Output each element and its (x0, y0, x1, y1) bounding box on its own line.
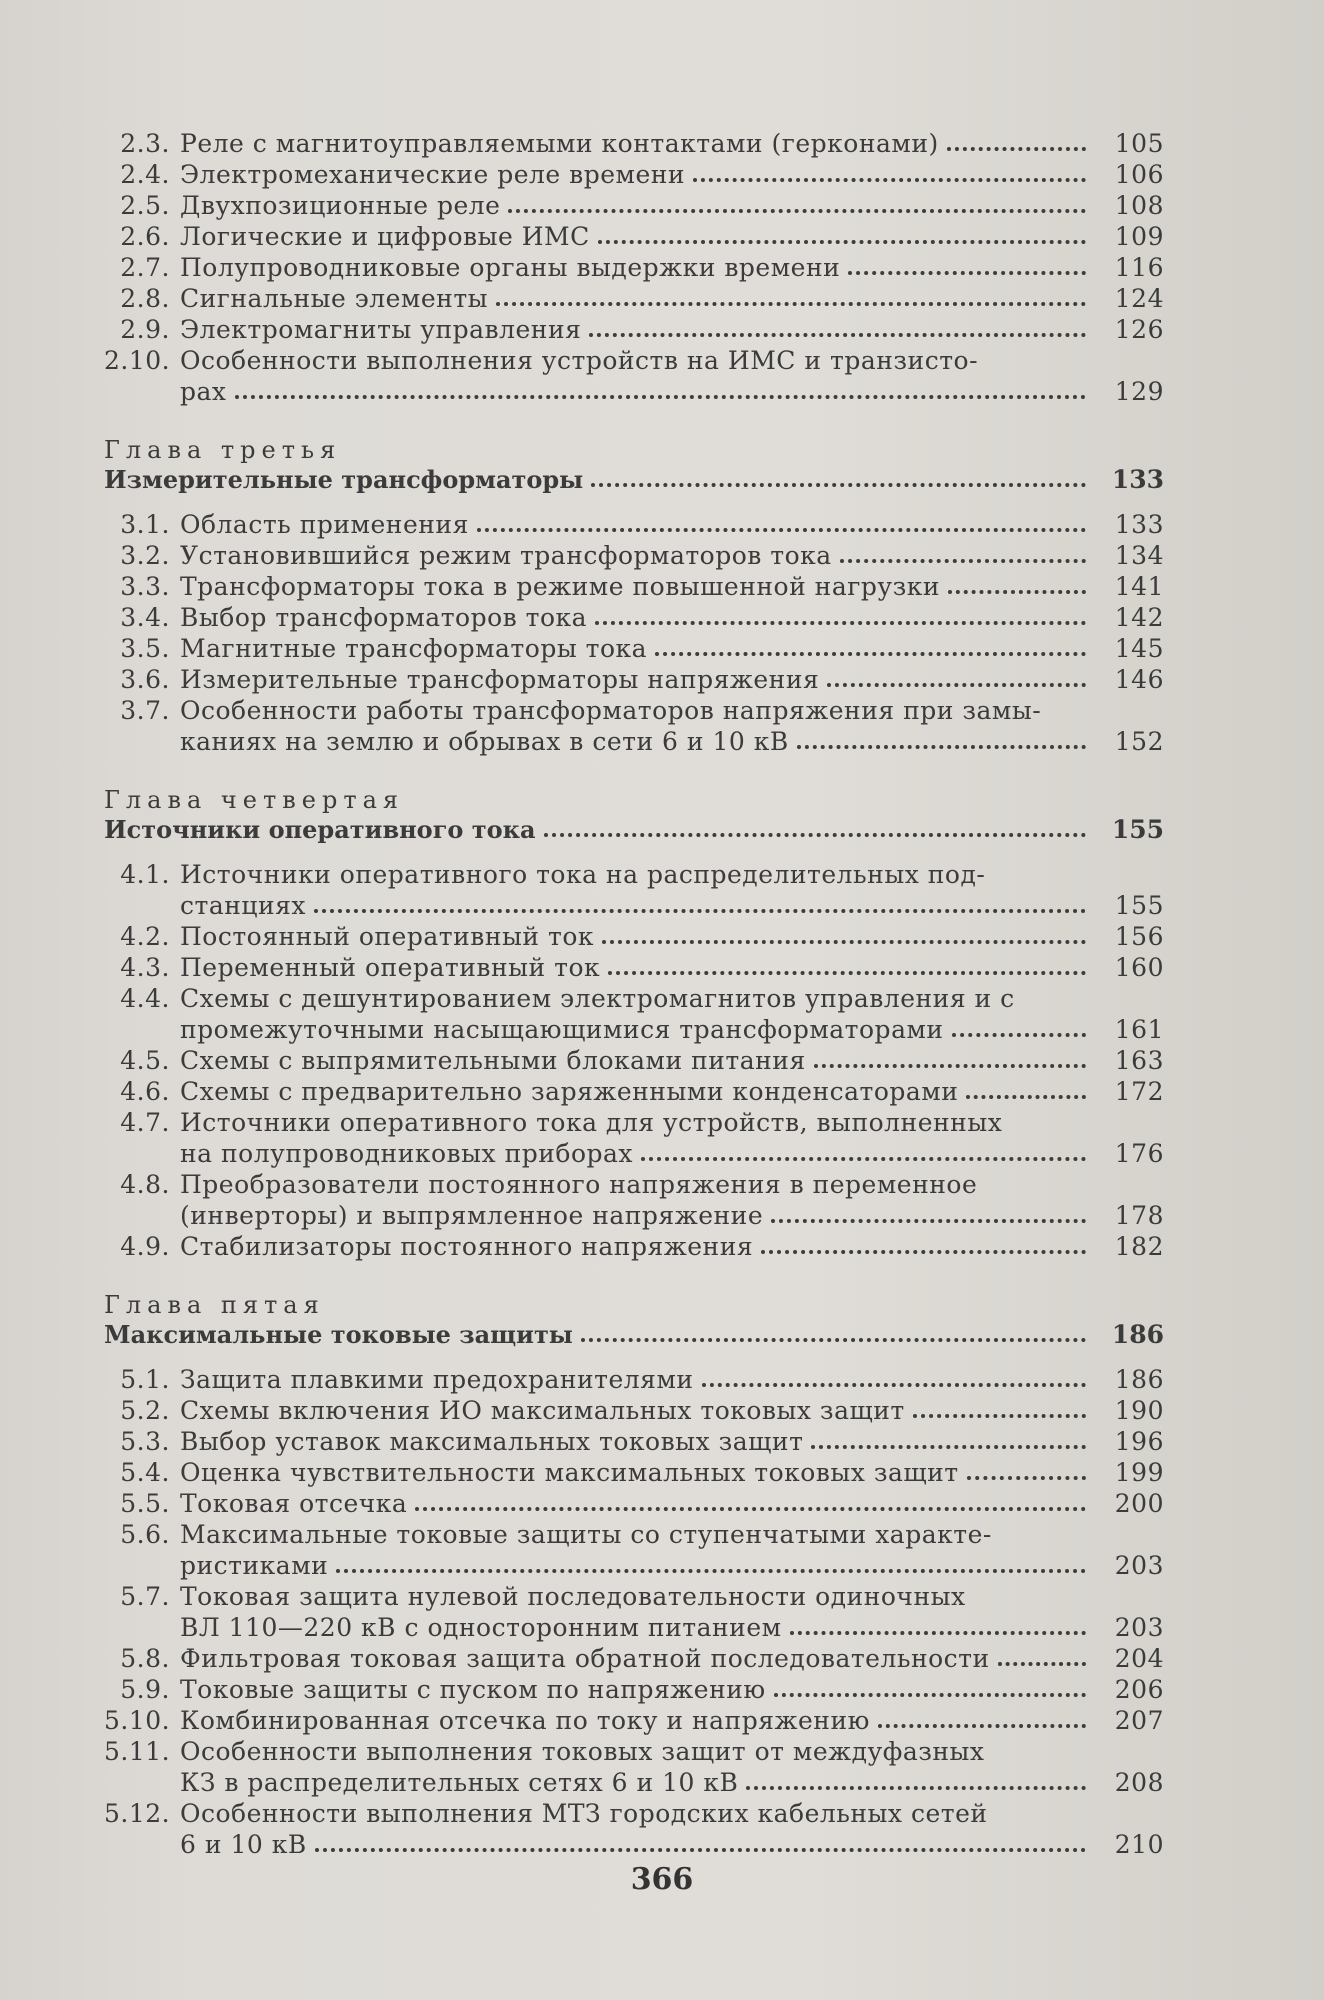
section-title: Схемы включения ИО максимальных токовых защит (180, 1396, 905, 1425)
entry-body (180, 1736, 1164, 1798)
section-number: 5.2. (120, 1396, 170, 1425)
entry-body (180, 859, 1164, 921)
page-number: 204 (1114, 1644, 1164, 1673)
section-title-row (180, 1364, 1164, 1395)
entry-body (180, 633, 1164, 664)
section-title: Защита плавкими предохранителями (180, 1365, 694, 1394)
toc-entry (104, 1643, 1164, 1674)
section-number: 5.5. (120, 1489, 170, 1518)
entry-body (180, 1519, 1164, 1581)
page-number: 199 (1114, 1458, 1164, 1487)
leader-dots (508, 209, 1086, 213)
toc-entry (104, 1705, 1164, 1736)
section-title: Источники оперативного тока на распределительных под- (180, 860, 986, 889)
section-title: Особенности выполнения токовых защит от междуфазных (180, 1737, 985, 1766)
page-number: 178 (1114, 1201, 1164, 1230)
entry-body (180, 252, 1164, 283)
toc-entry (104, 1457, 1164, 1488)
page-number: 160 (1114, 953, 1164, 982)
toc-entry (104, 859, 1164, 921)
leader-dots (608, 971, 1086, 975)
section-number: 4.2. (120, 922, 170, 951)
entry-body (180, 128, 1164, 159)
toc-entry (104, 283, 1164, 314)
section-number: 5.1. (120, 1365, 170, 1394)
section-title: Источники оперативного тока для устройств, выполненных (180, 1108, 1003, 1137)
section-number: 3.2. (120, 541, 170, 570)
leader-dots (693, 178, 1086, 182)
section-title-continuation: ВЛ 110—220 кВ с односторонним питанием (180, 1613, 782, 1642)
leader-dots (595, 621, 1086, 625)
page-number: 152 (1114, 727, 1164, 756)
section-number: 4.9. (120, 1232, 170, 1261)
page-number: 108 (1114, 191, 1164, 220)
leader-dots (811, 1445, 1086, 1449)
toc-entry (104, 1231, 1164, 1262)
chapter-title: Максимальные токовые защиты (104, 1320, 573, 1349)
entry-body (180, 1581, 1164, 1643)
section-number: 5.11. (104, 1737, 171, 1766)
entry-body (180, 952, 1164, 983)
section-title-row (180, 633, 1164, 664)
toc-entry (104, 921, 1164, 952)
section-number: 5.9. (120, 1675, 170, 1704)
section-number: 2.3. (120, 129, 170, 158)
entry-body (180, 314, 1164, 345)
section-number: 4.4. (120, 984, 170, 1013)
leader-dots (790, 1631, 1086, 1635)
page-number: 200 (1114, 1489, 1164, 1518)
section-number: 4.1. (120, 860, 170, 889)
section-title-row (180, 664, 1164, 695)
section-number: 3.5. (120, 634, 170, 663)
section-number: 3.3. (120, 572, 170, 601)
chapter-heading: Глава пятая (104, 1291, 325, 1319)
page-number: 134 (1114, 541, 1164, 570)
section-title-row (180, 1395, 1164, 1426)
leader-dots (336, 1569, 1086, 1573)
leader-dots (848, 271, 1086, 275)
section-title: Реле с магнитоуправляемыми контактами (герконами) (180, 129, 939, 158)
entry-body (180, 1705, 1164, 1736)
page-number: 190 (1114, 1396, 1164, 1425)
page-number: 203 (1114, 1551, 1164, 1580)
page-number: 116 (1114, 253, 1164, 282)
leader-dots (591, 483, 1086, 487)
section-title-row (180, 921, 1164, 952)
page-number: 203 (1114, 1613, 1164, 1642)
section-number: 2.5. (120, 191, 170, 220)
toc-entry (104, 159, 1164, 190)
section-title-continuation-row (180, 1829, 1164, 1860)
section-title-continuation-row (180, 890, 1164, 921)
section-title-row (180, 509, 1164, 540)
chapter-title: Источники оперативного тока (104, 815, 536, 844)
entry-body (180, 221, 1164, 252)
toc-entry (104, 1045, 1164, 1076)
page-number: 210 (1114, 1830, 1164, 1859)
chapter-title-row (104, 1320, 1164, 1350)
page-footer-number: 366 (630, 1862, 694, 1897)
leader-dots (774, 1693, 1086, 1697)
section-number: 5.10. (104, 1706, 171, 1735)
toc-entry (104, 1426, 1164, 1457)
section-title-continuation-row (180, 1138, 1164, 1169)
section-number: 5.8. (120, 1644, 170, 1673)
section-title: Трансформаторы тока в режиме повышенной нагрузки (180, 572, 940, 601)
section-number: 5.3. (120, 1427, 170, 1456)
entry-body (180, 1045, 1164, 1076)
entry-body (180, 345, 1164, 407)
leader-dots (948, 590, 1086, 594)
section-title: Токовые защиты с пуском по напряжению (180, 1675, 766, 1704)
entry-body (180, 283, 1164, 314)
section-number: 5.6. (120, 1520, 170, 1549)
section-number: 2.8. (120, 284, 170, 313)
leader-dots (598, 240, 1086, 244)
toc-entry (104, 345, 1164, 407)
leader-dots (827, 683, 1086, 687)
toc-entry (104, 1395, 1164, 1426)
section-title: Токовая отсечка (180, 1489, 408, 1518)
entry-body (180, 664, 1164, 695)
section-number: 3.6. (120, 665, 170, 694)
section-number: 5.7. (120, 1582, 170, 1611)
section-title-continuation-row (180, 1767, 1164, 1798)
section-title: Особенности выполнения МТЗ городских кабельных сетей (180, 1799, 988, 1828)
section-title-row (180, 1457, 1164, 1488)
leader-dots (602, 940, 1086, 944)
section-title-continuation: станциях (180, 891, 307, 920)
entry-body (180, 1426, 1164, 1457)
section-title-row (180, 1488, 1164, 1519)
section-title: Сигнальные элементы (180, 284, 489, 313)
section-number: 5.12. (104, 1799, 171, 1828)
toc-entry (104, 1581, 1164, 1643)
section-title: Магнитные трансформаторы тока (180, 634, 648, 663)
section-number: 3.1. (120, 510, 170, 539)
leader-dots (702, 1383, 1086, 1387)
toc-entry (104, 1519, 1164, 1581)
entry-body (180, 1395, 1164, 1426)
leader-dots (581, 1338, 1086, 1342)
toc-entry (104, 952, 1164, 983)
chapter-title-row (104, 465, 1164, 495)
section-title-row (180, 952, 1164, 983)
entry-body (180, 1076, 1164, 1107)
page-number: 155 (1111, 815, 1164, 844)
section-title: Схемы с выпрямительными блоками питания (180, 1046, 806, 1075)
leader-dots (814, 1064, 1086, 1068)
toc-entry (104, 1674, 1164, 1705)
toc-section-chapter-4 (104, 859, 1164, 1262)
section-title-row (180, 1705, 1164, 1736)
page-number: 133 (1114, 510, 1164, 539)
leader-dots (913, 1414, 1086, 1418)
leader-dots (315, 1848, 1086, 1852)
section-title: Установившийся режим трансформаторов тока (180, 541, 832, 570)
entry-body (180, 1674, 1164, 1705)
toc-entry (104, 540, 1164, 571)
section-title-continuation-row (180, 1014, 1164, 1045)
leader-dots (878, 1724, 1086, 1728)
toc-entry (104, 128, 1164, 159)
leader-dots (415, 1507, 1086, 1511)
section-number: 4.3. (120, 953, 170, 982)
leader-dots (589, 333, 1086, 337)
section-title: Схемы с предварительно заряженными конденсаторами (180, 1077, 959, 1106)
section-number: 2.9. (120, 315, 170, 344)
section-title: Двухпозиционные реле (180, 191, 501, 220)
section-title-row (180, 221, 1164, 252)
section-title: Постоянный оперативный ток (180, 922, 595, 951)
page-number: 176 (1114, 1139, 1164, 1168)
page-number: 186 (1111, 1320, 1164, 1349)
leader-dots (655, 652, 1086, 656)
chapter-title: Измерительные трансформаторы (104, 465, 584, 494)
leader-dots (998, 1662, 1086, 1666)
toc-entry (104, 1107, 1164, 1169)
entry-body (180, 1107, 1164, 1169)
section-title: Логические и цифровые ИМС (180, 222, 590, 251)
entry-body (180, 1643, 1164, 1674)
section-title-continuation: на полупроводниковых приборах (180, 1139, 634, 1168)
section-title-continuation-row (180, 1550, 1164, 1581)
chapter-title-row (104, 815, 1164, 845)
toc-entry (104, 1736, 1164, 1798)
toc-entry (104, 252, 1164, 283)
page-number: 163 (1114, 1046, 1164, 1075)
page-number: 196 (1114, 1427, 1164, 1456)
entry-body (180, 1488, 1164, 1519)
toc-entry (104, 1798, 1164, 1860)
toc-entry (104, 314, 1164, 345)
section-title: Токовая защита нулевой последовательности одиночных (180, 1582, 966, 1611)
section-title: Выбор уставок максимальных токовых защит (180, 1427, 804, 1456)
entry-body (180, 1231, 1164, 1262)
toc-entry (104, 1076, 1164, 1107)
section-number: 2.6. (120, 222, 170, 251)
toc-entry (104, 1364, 1164, 1395)
entry-body (180, 159, 1164, 190)
entry-body (180, 571, 1164, 602)
section-title: Полупроводниковые органы выдержки времени (180, 253, 841, 282)
page-number: 133 (1111, 465, 1164, 494)
leader-dots (761, 1250, 1086, 1254)
leader-dots (641, 1157, 1086, 1161)
section-title-continuation: каниях на землю и обрывах в сети 6 и 10 кВ (180, 727, 789, 756)
page-number: 208 (1114, 1768, 1164, 1797)
section-title-row (180, 252, 1164, 283)
leader-dots (235, 395, 1086, 399)
section-title-continuation-row (180, 1612, 1164, 1643)
page-number: 155 (1114, 891, 1164, 920)
section-title-continuation: ристиками (180, 1551, 329, 1580)
section-title: Оценка чувствительности максимальных токовых защит (180, 1458, 959, 1487)
entry-body (180, 509, 1164, 540)
page-number: 207 (1114, 1706, 1164, 1735)
toc-entry (104, 571, 1164, 602)
section-number: 4.8. (120, 1170, 170, 1199)
entry-body (180, 921, 1164, 952)
page-number: 161 (1114, 1015, 1164, 1044)
toc-entry (104, 633, 1164, 664)
section-title: Особенности работы трансформаторов напряжения при замы- (180, 696, 1042, 725)
page-number: 142 (1114, 603, 1164, 632)
toc-section-chapter-2 (104, 128, 1164, 407)
page-number: 156 (1114, 922, 1164, 951)
section-title: Схемы с дешунтированием электромагнитов управления и с (180, 984, 1015, 1013)
section-number: 4.6. (120, 1077, 170, 1106)
page-number: 109 (1114, 222, 1164, 251)
section-title-row (180, 1426, 1164, 1457)
section-title-row (180, 314, 1164, 345)
toc-section-chapter-5 (104, 1364, 1164, 1860)
toc-entry (104, 602, 1164, 633)
chapter-heading: Глава третья (104, 436, 342, 464)
entry-body (180, 190, 1164, 221)
page-number: 146 (1114, 665, 1164, 694)
chapter-heading: Глава четвертая (104, 786, 405, 814)
page-number: 172 (1114, 1077, 1164, 1106)
page-number: 105 (1114, 129, 1164, 158)
section-title-continuation: 6 и 10 кВ (180, 1830, 307, 1859)
section-number: 4.7. (120, 1108, 170, 1137)
toc-entry (104, 1169, 1164, 1231)
leader-dots (947, 147, 1086, 151)
leader-dots (797, 745, 1086, 749)
leader-dots (771, 1219, 1086, 1223)
leader-dots (967, 1476, 1086, 1480)
section-title: Комбинированная отсечка по току и напряжению (180, 1706, 870, 1735)
toc-entry (104, 664, 1164, 695)
entry-body (180, 1364, 1164, 1395)
leader-dots (496, 302, 1086, 306)
section-title: Фильтровая токовая защита обратной последовательности (180, 1644, 990, 1673)
section-title-continuation: промежуточными насыщающимися трансформаторами (180, 1015, 944, 1044)
entry-body (180, 1457, 1164, 1488)
page-number: 141 (1114, 572, 1164, 601)
section-title-row (180, 190, 1164, 221)
section-title-row (180, 1674, 1164, 1705)
toc-entry (104, 695, 1164, 757)
section-title-row (180, 159, 1164, 190)
toc-entry (104, 1488, 1164, 1519)
table-of-contents (104, 128, 1164, 1860)
entry-body (180, 1798, 1164, 1860)
page-number: 126 (1114, 315, 1164, 344)
section-title-row (180, 1045, 1164, 1076)
section-number: 2.7. (120, 253, 170, 282)
toc-entry (104, 190, 1164, 221)
section-title-row (180, 1643, 1164, 1674)
section-title: Электромагниты управления (180, 315, 582, 344)
leader-dots (952, 1033, 1086, 1037)
section-title-row (180, 1231, 1164, 1262)
leader-dots (966, 1095, 1086, 1099)
page-number: 124 (1114, 284, 1164, 313)
section-title: Особенности выполнения устройств на ИМС и транзисто- (180, 346, 979, 375)
section-title-row (180, 602, 1164, 633)
entry-body (180, 983, 1164, 1045)
section-number: 3.7. (120, 696, 170, 725)
section-title-continuation-row (180, 726, 1164, 757)
section-title-row (180, 1076, 1164, 1107)
page-number: 186 (1114, 1365, 1164, 1394)
section-title: Преобразователи постоянного напряжения в переменное (180, 1170, 978, 1199)
section-title-row (180, 283, 1164, 314)
leader-dots (477, 528, 1086, 532)
toc-entry (104, 221, 1164, 252)
section-number: 3.4. (120, 603, 170, 632)
section-title-continuation-row (180, 376, 1164, 407)
leader-dots (840, 559, 1086, 563)
section-title: Область применения (180, 510, 469, 539)
page-number: 106 (1114, 160, 1164, 189)
section-title-continuation-row (180, 1200, 1164, 1231)
entry-body (180, 602, 1164, 633)
toc-entry (104, 983, 1164, 1045)
section-title: Выбор трансформаторов тока (180, 603, 588, 632)
toc-section-chapter-3 (104, 509, 1164, 757)
section-title-row (180, 128, 1164, 159)
section-title: Максимальные токовые защиты со ступенчатыми характе- (180, 1520, 992, 1549)
section-title-continuation: КЗ в распределительных сетях 6 и 10 кВ (180, 1768, 739, 1797)
entry-body (180, 695, 1164, 757)
section-number: 2.10. (104, 346, 171, 375)
page-number: 145 (1114, 634, 1164, 663)
page-number: 129 (1114, 377, 1164, 406)
section-number: 2.4. (120, 160, 170, 189)
entry-body (180, 540, 1164, 571)
section-title: Электромеханические реле времени (180, 160, 686, 189)
section-title-continuation: рах (180, 377, 227, 406)
section-title-continuation: (инверторы) и выпрямленное напряжение (180, 1201, 764, 1230)
leader-dots (544, 833, 1086, 837)
section-title: Переменный оперативный ток (180, 953, 601, 982)
leader-dots (314, 909, 1086, 913)
entry-body (180, 1169, 1164, 1231)
section-title-row (180, 571, 1164, 602)
section-number: 4.5. (120, 1046, 170, 1075)
section-title: Стабилизаторы постоянного напряжения (180, 1232, 754, 1261)
toc-entry (104, 509, 1164, 540)
leader-dots (746, 1786, 1086, 1790)
section-title: Измерительные трансформаторы напряжения (180, 665, 820, 694)
page-number: 206 (1114, 1675, 1164, 1704)
section-title-row (180, 540, 1164, 571)
page-number: 182 (1114, 1232, 1164, 1261)
section-number: 5.4. (120, 1458, 170, 1487)
